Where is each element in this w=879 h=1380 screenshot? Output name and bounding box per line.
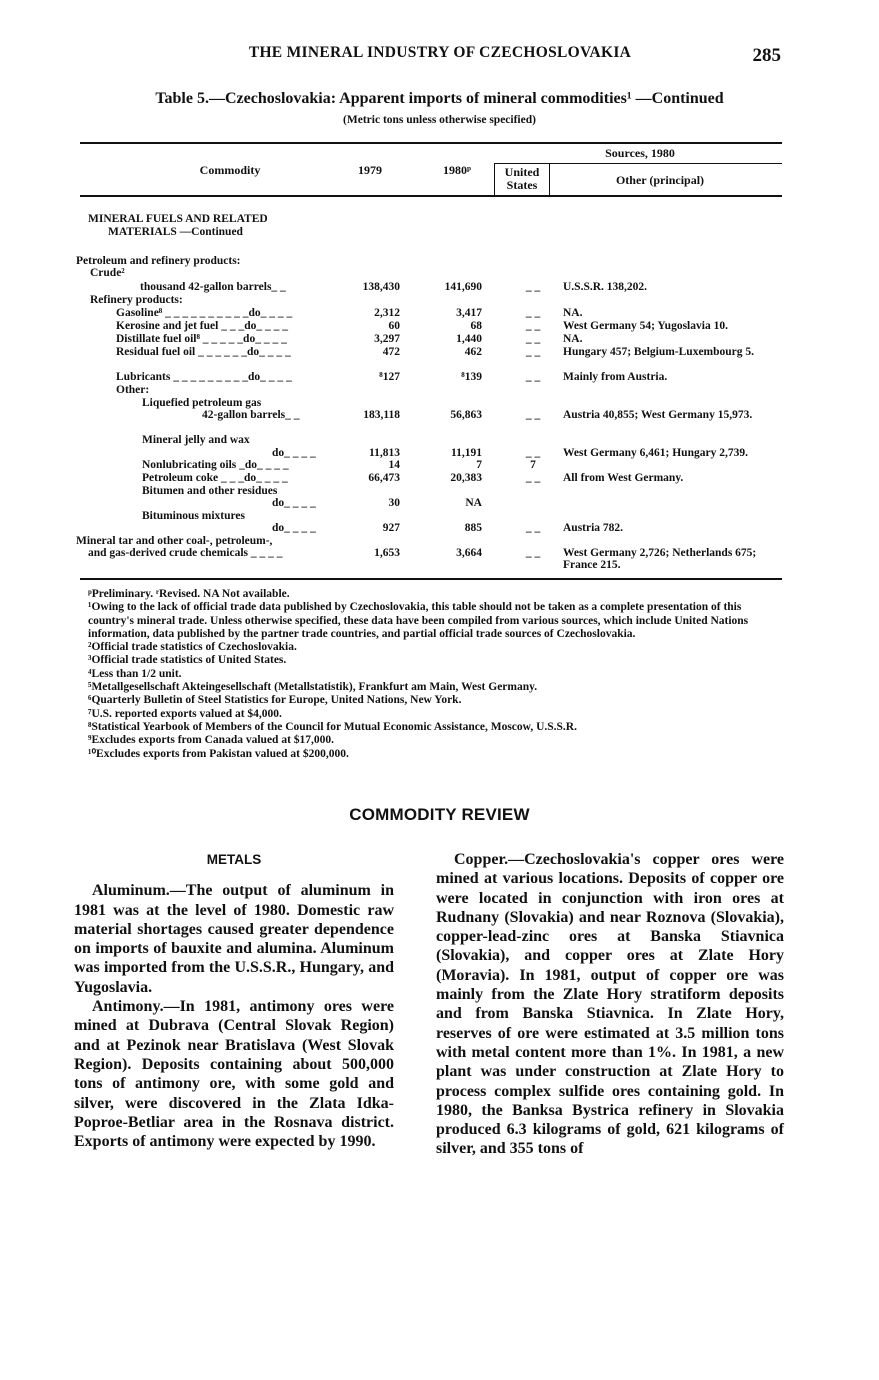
table-bottom-rule: [80, 578, 782, 580]
page-number: 285: [752, 45, 781, 66]
copper-paragraph: Copper.—Czechoslovakia's copper ores were mined at various locations. Deposits of copper ore were located in conjunction with iron ores at Rudnany (Slovakia) and near Roznova (Slovakia), copper-lead-zinc ores at Banska Stiavnica (Slovakia), and copper ores at Zlate Hory (Moravia). In 1981, output of copper ore was mainly from the Zlate Hory stratiform deposits and from Banska Stiavnica. In Zlate Hory, reserves of ore were estimated at 3.5 million tons with metal content more than 1%. In 1981, a new plant was under construction at Zlate Hory to process complex sulfide ores containing gold. In 1980, the Banksa Bystrica refinery in Slovakia produced 6.3 kilograms of gold, 621 kilograms of silver, and 355 tons of: [436, 851, 784, 1158]
commodity-label: do_ _ _ _: [272, 522, 316, 534]
value-other-sources: Austria 40,855; West Germany 15,973.: [563, 409, 753, 421]
footnote: ¹⁰Excludes exports from Pakistan valued at $200,000.: [88, 747, 349, 760]
commodity-label: Mineral tar and other coal-, petroleum-,: [76, 535, 273, 547]
value-united-states: _ _: [525, 320, 541, 332]
value-1980: 462: [464, 346, 482, 358]
header-divider: [549, 163, 550, 195]
value-1980: 3,417: [456, 307, 482, 319]
table-title: Table 5.—Czechoslovakia: Apparent imports of mineral commodities¹ —Continued: [155, 90, 724, 107]
commodity-label: do_ _ _ _: [272, 497, 316, 509]
commodity-label: MINERAL FUELS AND RELATED: [88, 213, 268, 225]
value-other-sources: West Germany 54; Yugoslavia 10.: [563, 320, 728, 332]
value-1979: 183,118: [363, 409, 400, 421]
footnote: ⁹Excludes exports from Canada valued at $17,000.: [88, 734, 335, 747]
value-1980: 885: [464, 522, 482, 534]
commodity-label: Lubricants _ _ _ _ _ _ _ _ _do_ _ _ _: [116, 371, 292, 383]
value-1980: 56,863: [450, 409, 482, 421]
value-united-states: _ _: [525, 307, 541, 319]
commodity-label: Bituminous mixtures: [142, 510, 245, 522]
footnote: ²Official trade statistics of Czechoslovakia.: [88, 641, 297, 654]
commodity-label: 42-gallon barrels_ _: [202, 409, 300, 421]
commodity-label: and gas-derived crude chemicals _ _ _ _: [88, 547, 283, 559]
header-other: Other (principal): [615, 173, 705, 187]
footnote: ᵖPreliminary. ʳRevised. NA Not available.: [88, 588, 290, 600]
commodity-label: Bitumen and other residues: [142, 485, 278, 497]
value-1979: 30: [388, 497, 400, 509]
commodity-label: Mineral jelly and wax: [142, 434, 250, 446]
commodity-label: Nonlubricating oils _do_ _ _ _: [142, 459, 289, 471]
value-other-sources: West Germany 6,461; Hungary 2,739.: [563, 447, 748, 459]
header-commodity: Commodity: [199, 163, 261, 177]
value-1979: 138,430: [362, 281, 400, 293]
value-other-sources: Mainly from Austria.: [563, 371, 668, 383]
header-1980: 1980ᵖ: [443, 163, 471, 177]
table-subtitle: (Metric tons unless otherwise specified): [343, 114, 536, 126]
footnote: ⁵Metallgesellschaft Akteingesellschaft (Metallstatistik), Frankfurt am Main, West Germany.: [88, 681, 538, 694]
header-1979: 1979: [358, 163, 382, 177]
value-1979: 11,813: [369, 447, 400, 459]
value-1980: 68: [470, 320, 482, 332]
commodity-label: Refinery products:: [90, 294, 183, 306]
value-1979: 2,312: [374, 307, 400, 319]
value-1980: ⁸139: [461, 371, 482, 383]
value-1980: NA: [465, 497, 482, 509]
value-1979: 3,297: [374, 333, 400, 345]
header-united-states: United States: [504, 165, 540, 192]
commodity-label: Petroleum coke _ _ _do_ _ _ _: [142, 472, 288, 484]
commodity-label: Crude²: [90, 267, 125, 279]
value-1979: 60: [388, 320, 400, 332]
commodity-label: Liquefied petroleum gas: [142, 397, 262, 409]
commodity-label: Distillate fuel oil⁸ _ _ _ _ _do_ _ _ _: [116, 333, 287, 345]
footnote: ⁶Quarterly Bulletin of Steel Statistics for Europe, United Nations, New York.: [88, 694, 462, 707]
table-header-rule: [80, 195, 782, 197]
footnote: ³Official trade statistics of United States.: [88, 654, 287, 667]
footnote: ⁷U.S. reported exports valued at $4,000.: [88, 707, 282, 720]
commodity-label: Residual fuel oil _ _ _ _ _ _do_ _ _ _: [116, 346, 291, 358]
commodity-label: Kerosine and jet fuel _ _ _do_ _ _ _: [116, 320, 288, 332]
footnote: ¹Owing to the lack of official trade data published by Czechoslovakia, this table should not be taken as a complete presentation of this country's mineral trade. Unless otherwise specified, these data have been compiled from various sources, which include United Nations information, data published by the partner trade countries, and partial official trade sources of Czechoslovakia.: [88, 601, 749, 640]
value-1979: 66,473: [368, 472, 400, 484]
value-1980: 20,383: [450, 472, 482, 484]
commodity-label: Gasoline⁸ _ _ _ _ _ _ _ _ _ _do_ _ _ _: [116, 307, 293, 319]
antimony-paragraph: Antimony.—In 1981, antimony ores were mined at Dubrava (Central Slovak Region) and at Pezinok near Bratislava (West Slovak Region). Deposits containing about 500,000 tons of antimony ore, with some gold and silver, were discovered in the Zlata Idka-Poproe-Betliar area in the Rosnava district. Exports of antimony were expected by 1990.: [74, 998, 394, 1151]
value-1980: 11,191: [451, 447, 482, 459]
value-other-sources: NA.: [563, 307, 583, 319]
value-1980: 141,690: [444, 281, 482, 293]
value-united-states: _ _: [525, 547, 541, 559]
value-1979: ⁸127: [379, 371, 400, 383]
value-other-sources: NA.: [563, 333, 583, 345]
header-sources: Sources, 1980: [605, 146, 675, 160]
table-top-rule: [80, 142, 782, 144]
running-head: [0, 44, 879, 68]
footnote: ⁴Less than 1/2 unit.: [88, 667, 182, 680]
value-1979: 472: [382, 346, 400, 358]
commodity-label: do_ _ _ _: [272, 447, 316, 459]
running-title: THE MINERAL INDUSTRY OF CZECHOSLOVAKIA: [248, 44, 632, 61]
value-united-states: _ _: [525, 409, 541, 421]
value-united-states: _ _: [525, 447, 541, 459]
value-other-sources: Austria 782.: [563, 522, 624, 534]
value-other-sources: West Germany 2,726; Netherlands 675; France 215.: [563, 547, 757, 571]
commodity-label: Petroleum and refinery products:: [76, 255, 241, 267]
text-column-left: [74, 850, 394, 1151]
text-column-right: [436, 850, 784, 1159]
commodity-label: thousand 42-gallon barrels_ _: [140, 281, 286, 293]
footnote: ⁸Statistical Yearbook of Members of the Council for Mutual Economic Assistance, Moscow, U.S.S.R.: [88, 720, 577, 733]
value-united-states: _ _: [525, 522, 541, 534]
value-1980: 3,664: [456, 547, 482, 559]
value-1979: 927: [382, 522, 400, 534]
value-1980: 1,440: [456, 333, 482, 345]
value-other-sources: U.S.S.R. 138,202.: [563, 281, 648, 293]
value-other-sources: Hungary 457; Belgium-Luxembourg 5.: [563, 346, 755, 358]
value-united-states: _ _: [525, 346, 541, 358]
value-1979: 1,653: [374, 547, 400, 559]
aluminum-paragraph: Aluminum.—The output of aluminum in 1981 was at the level of 1980. Domestic raw material shortages caused greater dependence on imports of bauxite and alumina. Aluminum was imported from the U.S.S.R., Hungary, and Yugoslavia.: [74, 882, 394, 996]
value-other-sources: All from West Germany.: [563, 472, 684, 484]
value-1979: 14: [388, 459, 400, 471]
value-united-states: _ _: [525, 281, 541, 293]
section-heading: COMMODITY REVIEW: [349, 805, 530, 824]
sources-rule: [494, 163, 782, 164]
commodity-label: MATERIALS —Continued: [108, 226, 243, 238]
value-1980: 7: [476, 459, 482, 471]
value-united-states: _ _: [525, 333, 541, 345]
commodity-label: Other:: [116, 384, 150, 396]
metals-heading: METALS: [206, 852, 262, 867]
value-united-states: _ _: [525, 472, 541, 484]
value-united-states: _ _: [525, 371, 541, 383]
footnotes: [88, 588, 788, 761]
value-united-states: 7: [530, 459, 536, 471]
